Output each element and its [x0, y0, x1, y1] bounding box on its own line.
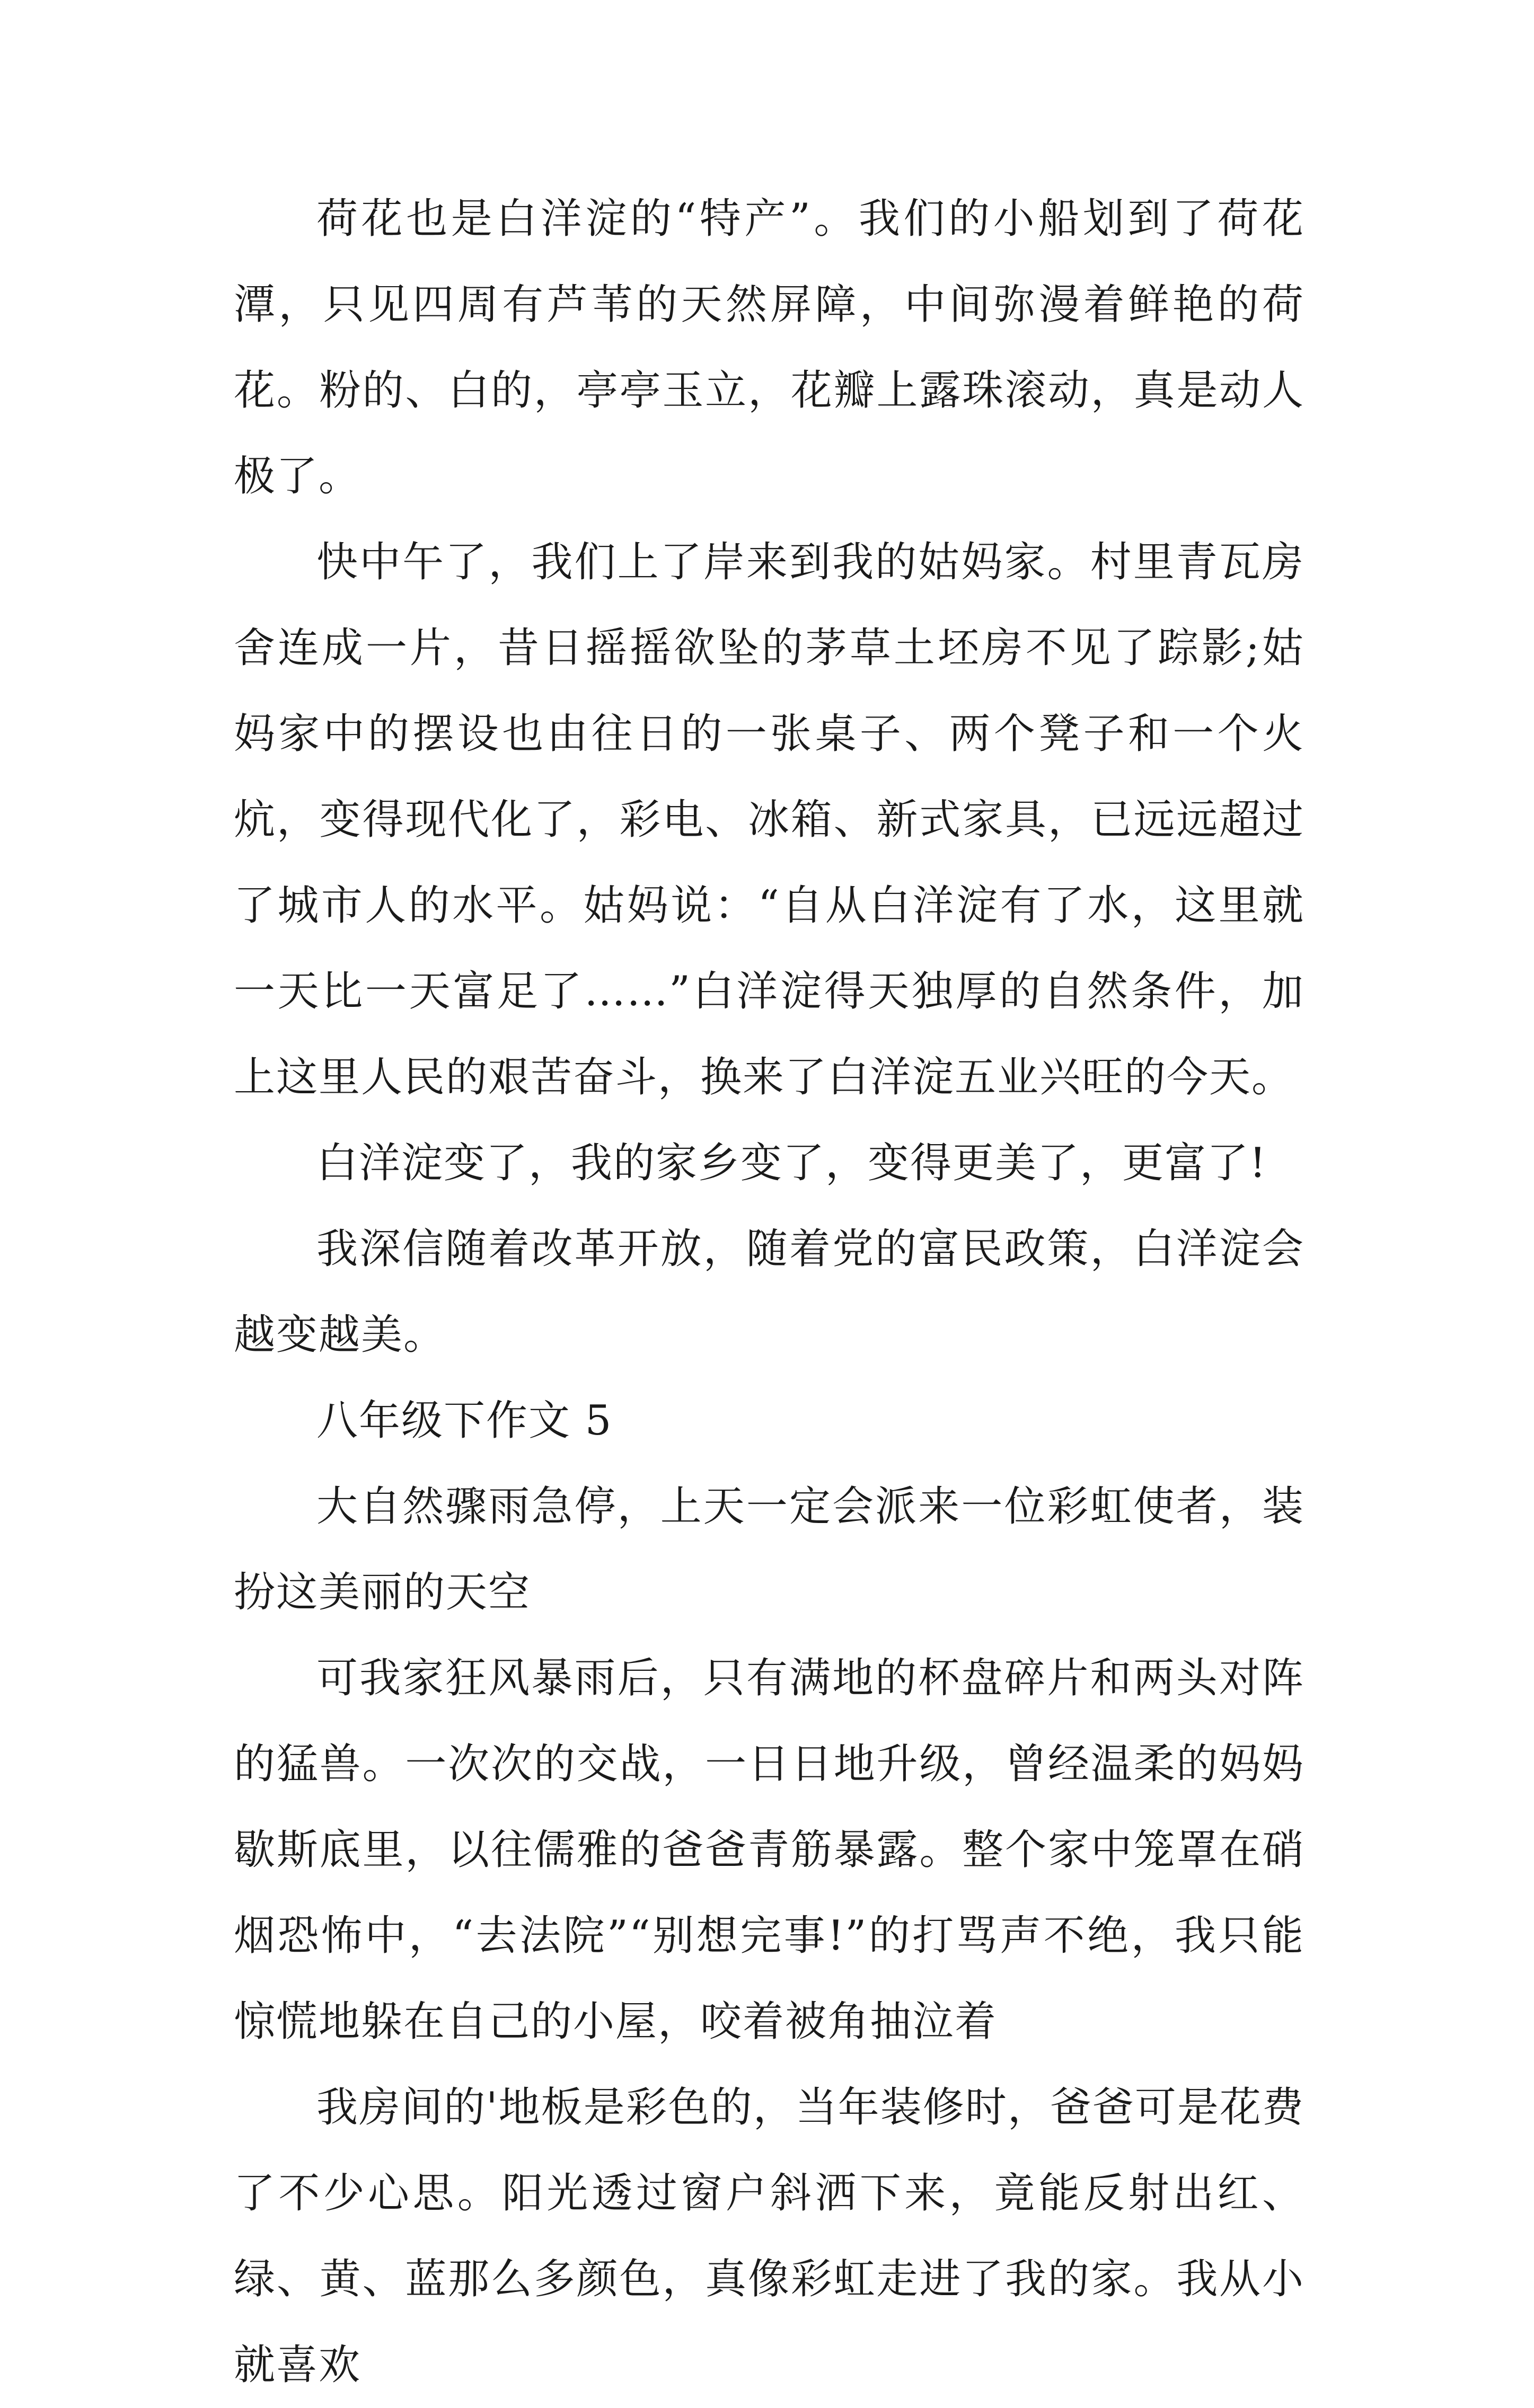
paragraph-belief: 我深信随着改革开放，随着党的富民政策，白洋淀会越变越美。 [234, 1225, 1304, 1359]
paragraph-family-storm: 可我家狂风暴雨后，只有满地的杯盘碎片和两头对阵的猛兽。一次次的交战，一日日地升级，曾经温柔的妈妈歇斯底里，以往儒雅的爸爸青筋暴露。整个家中笼罩在硝烟恐怖中，“去法院”“别想完事!”的打骂声不绝，我只能惊慌地躲在自己的小屋，咬着被角抽泣着 [234, 1654, 1304, 2046]
paragraph-hometown-changed: 白洋淀变了，我的家乡变了，变得更美了，更富了! [316, 1139, 1267, 1187]
paragraph-rain-stops: 大自然骤雨急停，上天一定会派来一位彩虹使者，装扮这美丽的天空 [234, 1483, 1304, 1616]
paragraph-aunt-home: 快中午了，我们上了岸来到我的姑妈家。村里青瓦房舍连成一片，昔日摇摇欲坠的茅草土坯房不见了踪影;姑妈家中的摆设也由往日的一张桌子、两个凳子和一个火炕，变得现代化了，彩电、冰箱、新式家具，已远远超过了城市人的水平。姑妈说：“自从白洋淀有了水，这里就一天比一天富足了……”白洋淀得天独厚的自然条件，加上这里人民的艰苦奋斗，换来了白洋淀五业兴旺的今天。 [234, 538, 1304, 1101]
paragraph-lotus: 荷花也是白洋淀的“特产”。我们的小船划到了荷花潭，只见四周有芦苇的天然屏障，中间弥漫着鲜艳的荷花。粉的、白的，亭亭玉立，花瓣上露珠滚动，真是动人极了。 [234, 195, 1304, 500]
essay-heading: 八年级下作文 5 [316, 1397, 613, 1445]
document-body [234, 176, 1304, 2408]
paragraph-rainbow-floor: 我房间的'地板是彩色的，当年装修时，爸爸可是花费了不少心思。阳光透过窗户斜洒下来，竟能反射出红、绿、黄、蓝那么多颜色，真像彩虹走进了我的家。我从小就喜欢 [234, 2084, 1304, 2389]
